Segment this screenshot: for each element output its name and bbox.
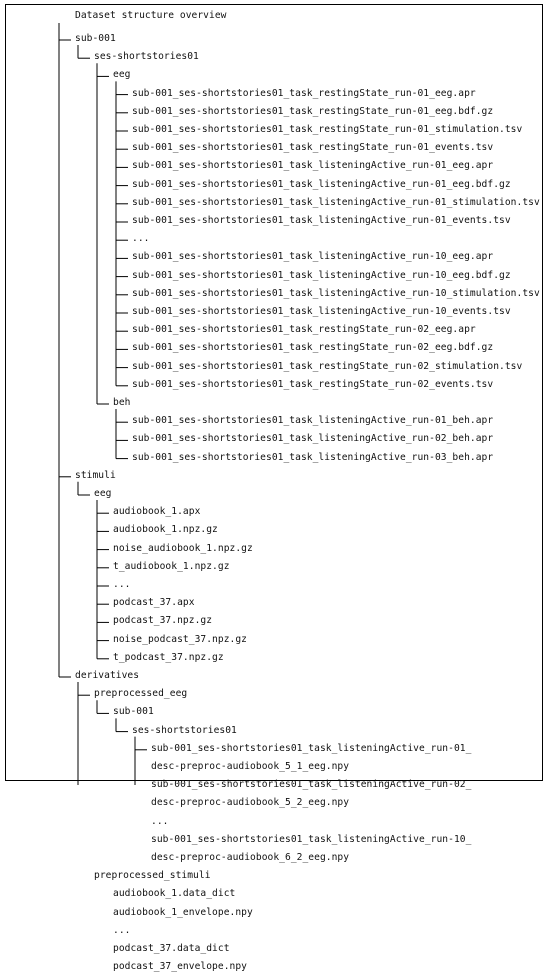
tree-folder-label: preprocessed_stimuli — [94, 870, 211, 882]
tree-file-label: sub-001_ses-shortstories01_task_listeningActive_run-01_beh.apr — [132, 415, 494, 427]
tree-file-label: sub-001_ses-shortstories01_task_listeningActive_run-01_ — [151, 742, 472, 754]
tree-file-label: ... — [113, 924, 131, 936]
tree-file-label: ... — [113, 579, 131, 590]
tree-file-label: sub-001_ses-shortstories01_task_listeningActive_run-03_beh.apr — [132, 451, 494, 463]
tree-folder-label: ses-shortstories01 — [94, 51, 199, 63]
tree-file-label: podcast_37_envelope.npy — [113, 961, 247, 973]
tree-folder-label: beh — [113, 397, 131, 408]
tree-file-label-continuation: desc-preproc-audiobook_6_2_eeg.npy — [151, 852, 350, 863]
tree-file-label: ... — [132, 233, 150, 245]
tree-file-label: sub-001_ses-shortstories01_task_listeningActive_run-10_eeg.bdf.gz — [132, 269, 511, 281]
tree-file-label: sub-001_ses-shortstories01_task_listeningActive_run-01_eeg.apr — [132, 160, 494, 172]
tree-file-label: sub-001_ses-shortstories01_task_restingState_run-01_events.tsv — [132, 142, 494, 154]
tree-folder-label: sub-001 — [75, 33, 116, 44]
tree-file-label: noise_audiobook_1.npz.gz — [113, 542, 253, 554]
tree-file-label: sub-001_ses-shortstories01_task_listeningActive_run-02_beh.apr — [132, 433, 494, 445]
tree-file-label: podcast_37.apx — [113, 597, 195, 609]
tree-folder-label: stimuli — [75, 469, 116, 481]
tree-folder-label: derivatives — [75, 670, 140, 681]
tree-file-label: sub-001_ses-shortstories01_task_listeningActive_run-10_stimulation.tsv — [132, 287, 540, 299]
tree-file-label: sub-001_ses-shortstories01_task_restingState_run-01_eeg.apr — [132, 87, 476, 99]
tree-folder-label: preprocessed_eeg — [94, 688, 188, 700]
tree-folder-label: eeg — [94, 488, 112, 499]
tree-file-label: sub-001_ses-shortstories01_task_restingState_run-02_events.tsv — [132, 378, 494, 390]
tree-file-label: sub-001_ses-shortstories01_task_listeningActive_run-01_eeg.bdf.gz — [132, 178, 511, 190]
tree-file-label: sub-001_ses-shortstories01_task_restingState_run-02_stimulation.tsv — [132, 360, 523, 372]
tree-file-label: sub-001_ses-shortstories01_task_listeningActive_run-10_eeg.apr — [132, 251, 494, 263]
tree-file-label: sub-001_ses-shortstories01_task_listeningActive_run-02_ — [151, 779, 472, 791]
tree-file-label: audiobook_1.data_dict — [113, 888, 236, 900]
tree-file-label: audiobook_1.npz.gz — [113, 524, 218, 536]
tree-file-label: sub-001_ses-shortstories01_task_listeningActive_run-01_stimulation.tsv — [132, 196, 540, 208]
tree-file-label: sub-001_ses-shortstories01_task_listeningActive_run-01_events.tsv — [132, 215, 511, 226]
tree-file-label: podcast_37.npz.gz — [113, 615, 213, 627]
tree-file-label: t_audiobook_1.npz.gz — [113, 560, 230, 572]
tree-folder-label: ses-shortstories01 — [132, 724, 237, 736]
tree-file-label: t_podcast_37.npz.gz — [113, 651, 224, 663]
tree-file-label: sub-001_ses-shortstories01_task_listeningActive_run-10_events.tsv — [132, 306, 511, 317]
tree-file-label-continuation: desc-preproc-audiobook_5_2_eeg.npy — [151, 797, 350, 809]
diagram-title: Dataset structure overview — [75, 10, 227, 21]
tree-file-label: sub-001_ses-shortstories01_task_restingState_run-01_stimulation.tsv — [132, 124, 523, 135]
tree-file-label: sub-001_ses-shortstories01_task_restingState_run-02_eeg.apr — [132, 324, 476, 336]
tree-folder-label: sub-001 — [113, 706, 154, 718]
tree-file-label: sub-001_ses-shortstories01_task_restingState_run-02_eeg.bdf.gz — [132, 342, 494, 354]
tree-file-label-continuation: desc-preproc-audiobook_5_1_eeg.npy — [151, 761, 350, 772]
tree-file-label: podcast_37.data_dict — [113, 943, 230, 954]
tree-file-label: ... — [151, 815, 169, 827]
tree-file-label: audiobook_1.apx — [113, 506, 201, 518]
tree-folder-label: eeg — [113, 69, 131, 81]
tree-file-label: sub-001_ses-shortstories01_task_restingState_run-01_eeg.bdf.gz — [132, 105, 494, 117]
tree-file-label: sub-001_ses-shortstories01_task_listeningActive_run-10_ — [151, 833, 472, 845]
tree-file-label: audiobook_1_envelope.npy — [113, 906, 253, 918]
tree-file-label: noise_podcast_37.npz.gz — [113, 633, 247, 645]
